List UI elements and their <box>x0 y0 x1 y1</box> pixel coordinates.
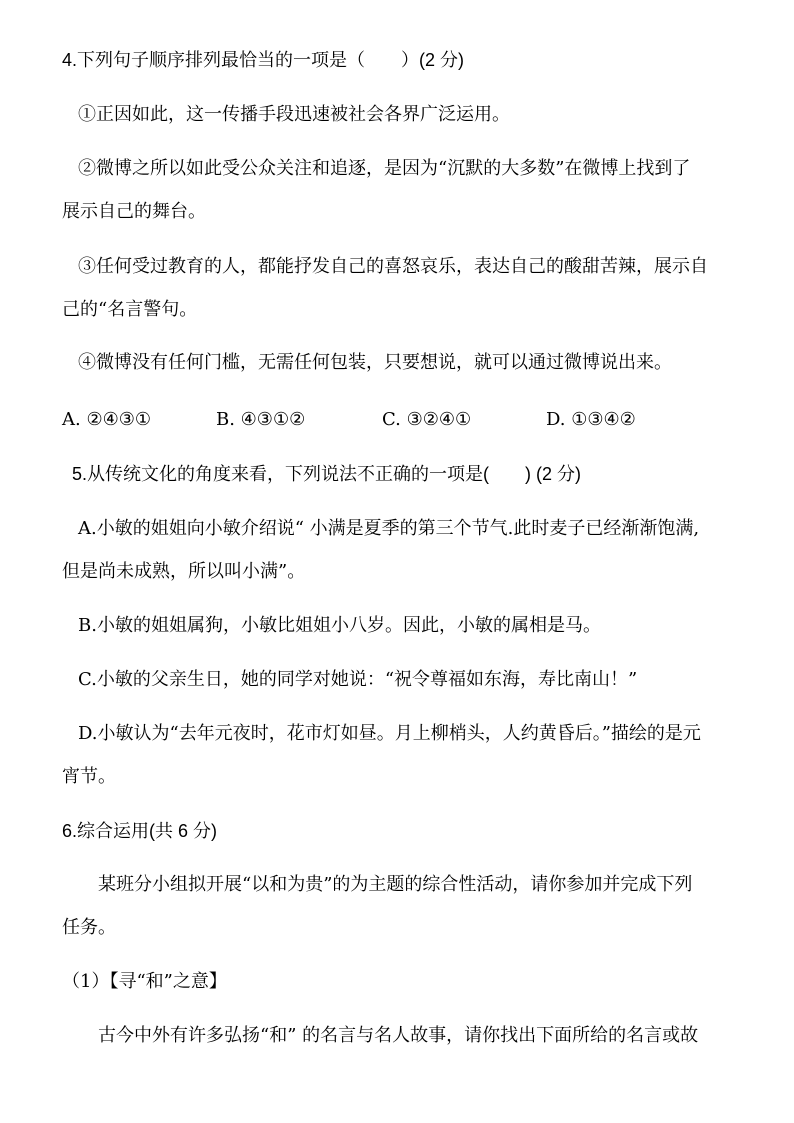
q4-sentence-2-line2: 展示自己的舞台。 <box>62 201 206 222</box>
q4-sentence-2-line1: ②微博之所以如此受公众关注和追逐，是因为“沉默的大多数”在微博上找到了 <box>78 158 691 179</box>
q4-option-d: D. ①③④② <box>546 409 636 430</box>
q4-sentence-4: ④微博没有任何门槛，无需任何包装，只要想说，就可以通过微博说出来。 <box>78 352 672 373</box>
q6-body-line1: 古今中外有许多弘扬“和” 的名言与名人故事，请你找出下面所给的名言或故 <box>98 1025 699 1046</box>
q4-sentence-3-line2: 己的“名言警句。 <box>62 299 198 320</box>
q4-stem: 4.下列句子顺序排列最恰当的一项是（ ）(2 分) <box>62 50 465 70</box>
q5-option-a-line1: A.小敏的姐姐向小敏介绍说“ 小满是夏季的第三个节气.此时麦子已经渐渐饱满, <box>78 518 700 539</box>
q4-option-c: C. ③②④① <box>382 409 472 430</box>
q5-option-d-line1: D.小敏认为“去年元夜时，花市灯如昼。月上柳梢头，人约黄昏后。”描绘的是元 <box>78 723 701 744</box>
q5-stem: 5.从传统文化的角度来看，下列说法不正确的一项是( ) (2 分) <box>72 464 581 484</box>
q6-intro-line1: 某班分小组拟开展“以和为贵”的为主题的综合性活动，请你参加并完成下列 <box>98 874 693 895</box>
q4-sentence-1: ①正因如此，这一传播手段迅速被社会各界广泛运用。 <box>78 104 510 125</box>
q6-intro-line2: 任务。 <box>62 917 116 938</box>
q4-sentence-3-line1: ③任何受过教育的人，都能抒发自己的喜怒哀乐，表达自己的酸甜苦辣，展示自 <box>78 256 708 277</box>
q4-option-b: B. ④③①② <box>216 409 306 430</box>
q5-option-a-line2: 但是尚未成熟，所以叫小满”。 <box>62 561 306 582</box>
q6-stem: 6.综合运用(共 6 分) <box>62 821 218 841</box>
q6-sub-heading-1: （1）【寻“和”之意】 <box>62 971 227 992</box>
q4-option-a: A. ②④③① <box>62 409 151 430</box>
q5-option-d-line2: 宵节。 <box>62 766 116 787</box>
q5-option-c: C.小敏的父亲生日，她的同学对她说：“祝令尊福如东海，寿比南山！” <box>78 669 638 690</box>
q5-option-b: B.小敏的姐姐属狗，小敏比姐姐小八岁。因此，小敏的属相是马。 <box>78 615 601 636</box>
